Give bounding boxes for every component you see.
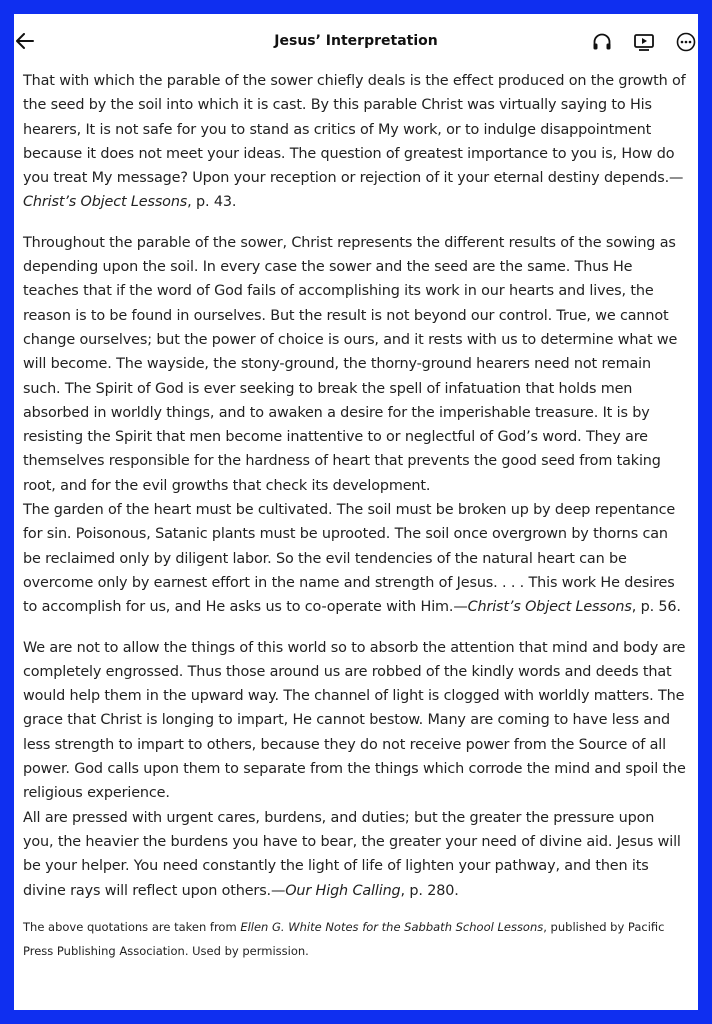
reader-frame [14, 14, 698, 1010]
more-button[interactable] [674, 30, 698, 54]
more-options-icon [676, 32, 696, 52]
audio-button[interactable] [590, 30, 614, 54]
attribution-note: The above quotations are taken from Ellen G. White Notes for the Sabbath School Lessons, published by Pacific Press Publishing Association. Used by permission. [23, 919, 665, 959]
headphones-icon [592, 33, 612, 51]
paragraph-5: All are pressed with urgent cares, burdens, and duties; but the greater the pressure upon you, the heavier the burdens you have to bear, the greater your need of divine aid. Jesus will be your helper. You need constantly the light of life of lighten your pathway, and then its divine rays will reflect upon others.—Our High Calling, p. 280. [23, 809, 681, 899]
source-citation: Christ’s Object Lessons [23, 194, 188, 211]
paragraph-1: That with which the parable of the sower chiefly deals is the effect produced on the growth of the seed by the soil into which it is cast. By this parable Christ was virtually saying to His hearers, It is not safe for you to stand as critics of My work, or to indulge disappointment because it does not meet your ideas. The question of greatest importance to you is, How do you treat My message? Upon your reception or rejection of it your eternal destiny depends.—Christ’s Object Lessons, p. 43. [23, 73, 686, 211]
paragraph-2: Throughout the parable of the sower, Christ represents the different results of the sowing as depending upon the soil. In every case the sower and the seed are the same. Thus He teaches that if the word of God fails of accomplishing its work in our hearts and lives, the reason is to be found in ourselves. But the result is not beyond our control. True, we cannot change ourselves; but the power of choice is ours, and it rests with us to determine what we will become. The wayside, the stony-ground, the thorny-ground hearers need not remain such. The Spirit of God is ever seeking to break the spell of infatuation that holds men absorbed in worldly things, and to awaken a desire for the imperishable treasure. It is by resisting the Spirit that men become inattentive to or neglectful of God’s word. They are themselves responsible for the hardness of heart that prevents the good seed from taking root, and for the evil growths that check its development. [23, 234, 678, 494]
paragraph-4: We are not to allow the things of this world so to absorb the attention that mind and body are completely engrossed. Thus those around us are robbed of the kindly words and deeds that would help them in the upward way. The channel of light is clogged with worldly matters. The grace that Christ is longing to impart, He cannot bestow. Many are coming to have less and less strength to impart to others, because they do not receive power from the Source of all power. God calls upon them to separate from the things which corrode the mind and spoil the religious experience. [23, 639, 686, 802]
book-title: Ellen G. White Notes for the Sabbath School Lessons [240, 919, 544, 934]
play-video-icon [634, 33, 654, 51]
video-button[interactable] [632, 30, 656, 54]
paragraph-3: The garden of the heart must be cultivated. The soil must be broken up by deep repentance for sin. Poisonous, Satanic plants must be uprooted. The soil once overgrown by thorns can be reclaimed only by diligent labor. So the evil tendencies of the natural heart can be overcome only by earnest effort in the name and strength of Jesus. . . . This work He desires to accomplish for us, and He asks us to co-operate with Him.—Christ’s Object Lessons, p. 56. [23, 502, 681, 616]
source-citation: Christ’s Object Lessons [467, 599, 632, 616]
back-arrow-icon [16, 33, 34, 49]
source-citation: Our High Calling [285, 882, 401, 899]
back-button[interactable] [14, 30, 36, 52]
page-title: Jesus’ Interpretation [274, 33, 438, 49]
toolbar-actions [572, 30, 698, 54]
top-bar [14, 14, 698, 72]
article-body [23, 69, 689, 964]
